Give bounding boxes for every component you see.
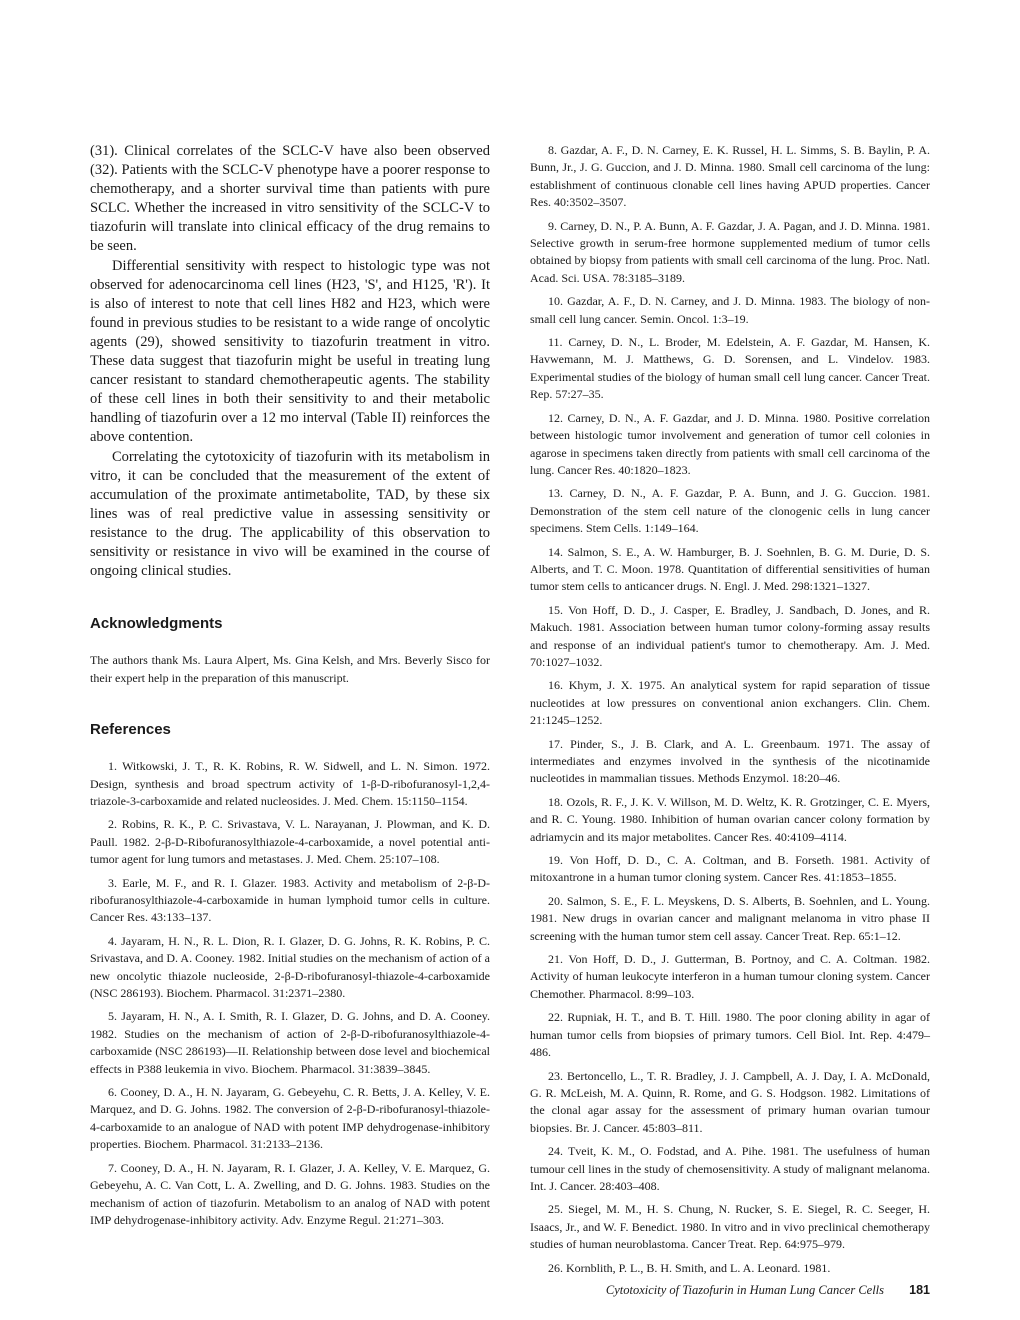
reference-item: 11. Carney, D. N., L. Broder, M. Edelstein, A. F. Gazdar, M. Hansen, K. Havwemann, M. J. Matthews, G. D. Sorensen, and L. Vindelov. 1983. Experimental studies of the biology of human small cell lung cancer. Cancer Treat. Rep. 57:27–35. bbox=[530, 335, 930, 402]
reference-item: 1. Witkowski, J. T., R. K. Robins, R. W. Sidwell, and L. N. Simon. 1972. Design, synthesis and broad spectrum activity of 1-β-D-ribofuranosyl-1,2,4-triazole-3-carboxamide and related nucleosides. J. Med. Chem. 15:1150–1154. bbox=[90, 759, 490, 808]
reference-item: 18. Ozols, R. F., J. K. V. Willson, M. D. Weltz, K. R. Grotzinger, C. E. Myers, and R. C. Young. 1980. Inhibition of human ovarian cancer colony formation by adriamycin and its major metabolites. Cancer Res. 40:4109–4114. bbox=[530, 794, 930, 844]
reference-item: 3. Earle, M. F., and R. I. Glazer. 1983. Activity and metabolism of 2-β-D-ribofuranosylthiazole-4-carboxamide in human lymphoid tumor cells in culture. Cancer Res. 43:133–137. bbox=[90, 875, 490, 925]
reference-item: 4. Jayaram, H. N., R. L. Dion, R. I. Glazer, D. G. Johns, R. K. Robins, P. C. Srivastava, and D. A. Cooney. 1982. Initial studies on the mechanism of action of a new oncolytic thiazole nucleoside, 2-β-D-ribofuranosyl-thiazole-4-carboxamide (NSC 286193). Biochem. Pharmacol. 31:2371–2380. bbox=[90, 933, 490, 1001]
acknowledgments-heading: Acknowledgments bbox=[90, 615, 223, 633]
reference-item: 24. Tveit, K. M., O. Fodstad, and A. Pihe. 1981. The usefulness of human tumour cell lines in the study of chemosensitivity. A study of malignant melanoma. Int. J. Cancer. 28:403–408. bbox=[530, 1144, 930, 1193]
reference-item: 6. Cooney, D. A., H. N. Jayaram, G. Gebeyehu, C. R. Betts, J. A. Kelley, V. E. Marquez, and D. G. Johns. 1982. The conversion of 2-β-D-ribofuranosyl-thiazole-4-carboxamide to an analogue of NAD with potent IMP dehydrogenase-inhibitory properties. Biochem. Pharmacol. 31:2133–2136. bbox=[90, 1085, 490, 1152]
reference-item: 7. Cooney, D. A., H. N. Jayaram, R. I. Glazer, J. A. Kelley, V. E. Marquez, G. Gebeyehu, A. C. Van Cott, L. A. Zwelling, and D. G. Johns. 1983. Studies on the mechanism of action of tiazofurin. Metabolism to an analog of NAD with potent IMP dehydrogenase-inhibitory activity. Adv. Enzyme Regul. 21:271–303. bbox=[90, 1160, 490, 1227]
reference-item: 13. Carney, D. N., A. F. Gazdar, P. A. Bunn, and J. G. Guccion. 1981. Demonstration of the stem cell nature of the clonogenic cells in lung cancer specimens. Stem Cells. 1:149–164. bbox=[530, 486, 930, 536]
page-footer bbox=[530, 1283, 930, 1298]
right-column bbox=[530, 142, 930, 1283]
reference-item: 22. Rupniak, H. T., and B. T. Hill. 1980. The poor cloning ability in agar of human tumor cells from biopsies of primary tumors. Cell Biol. Int. Rep. 4:479–486. bbox=[530, 1010, 930, 1060]
reference-item: 9. Carney, D. N., P. A. Bunn, A. F. Gazdar, J. A. Pagan, and J. D. Minna. 1981. Selective growth in serum-free hormone supplemented medium of tumor cells obtained by biopsy from patients with small cell carcinoma of the lung. Proc. Natl. Acad. Sci. USA. 78:3185–3189. bbox=[530, 218, 930, 285]
body-paragraph: Correlating the cytotoxicity of tiazofurin with its metabolism in vitro, it can be concluded that the measurement of the extent of accumulation of the proximate antimetabolite, TAD, by these six lines was of real predictive value in assessing sensitivity or resistance to the drug. The applicability of this observation to sensitivity or resistance in vivo will be examined in the course of ongoing clinical studies. bbox=[90, 448, 490, 580]
reference-item: 12. Carney, D. N., A. F. Gazdar, and J. D. Minna. 1980. Positive correlation between histologic tumor involvement and generation of tumor cell colonies in agarose in specimens taken directly from patients with small cell carcinoma of the lung. Cancer Res. 40:1820–1823. bbox=[530, 410, 930, 477]
reference-item: 14. Salmon, S. E., A. W. Hamburger, B. J. Soehnlen, B. G. M. Durie, D. S. Alberts, and T. C. Moon. 1978. Quantitation of differential sensitivities of human tumor stem cells to anticancer drugs. N. Engl. J. Med. 298:1321–1327. bbox=[530, 544, 930, 594]
running-title: Cytotoxicity of Tiazofurin in Human Lung Cancer Cells bbox=[605, 1283, 885, 1297]
reference-item: 19. Von Hoff, D. D., C. A. Coltman, and B. Forseth. 1981. Activity of mitoxantrone in a human tumor cloning system. Cancer Res. 41:1853–1855. bbox=[530, 853, 930, 885]
acknowledgments-text: The authors thank Ms. Laura Alpert, Ms. Gina Kelsh, and Mrs. Beverly Sisco for their expert help in the preparation of this manuscript. bbox=[90, 653, 490, 685]
reference-item: 25. Siegel, M. M., H. S. Chung, N. Rucker, S. E. Siegel, R. C. Seeger, H. Isaacs, Jr., and W. F. Benedict. 1980. In vitro and in vivo preclinical chemotherapy studies of human neuroblastoma. Cancer Treat. Rep. 64:975–979. bbox=[530, 1202, 930, 1252]
body-paragraph: Differential sensitivity with respect to histologic type was not observed for adenocarcinoma cell lines (H23, 'S', and H125, 'R'). It is also of interest to note that cell lines H82 and H23, which were found in previous studies to be resistant to a wide range of oncolytic agents (29), showed sensitivity to tiazofurin treatment in vitro. These data suggest that tiazofurin might be useful in treating lung cancer resistant to standard chemotherapeutic agents. The stability of these cell lines in both their sensitivity to and their metabolic handling of tiazofurin over a 12 mo interval (Table II) reinforces the above contention. bbox=[90, 257, 490, 446]
reference-item: 16. Khym, J. X. 1975. An analytical system for rapid separation of tissue nucleotides at low pressures on conventional anion exchangers. Clin. Chem. 21:1245–1252. bbox=[530, 678, 930, 728]
reference-item: 23. Bertoncello, L., T. R. Bradley, J. J. Campbell, A. J. Day, I. A. McDonald, G. R. McLeish, M. A. Quinn, R. Rome, and G. S. Hodgson. 1982. Limitations of the clonal agar assay for the assessment of primary human ovarian tumour biopsies. Br. J. Cancer. 45:803–811. bbox=[530, 1068, 930, 1135]
left-column bbox=[90, 142, 490, 1235]
reference-item: 21. Von Hoff, D. D., J. Gutterman, B. Portnoy, and C. A. Coltman. 1982. Activity of human leukocyte interferon in a human tumour cloning system. Cancer Chemother. Pharmacol. 8:99–103. bbox=[530, 952, 930, 1001]
reference-item: 8. Gazdar, A. F., D. N. Carney, E. K. Russel, H. L. Simms, S. B. Baylin, P. A. Bunn, Jr., J. G. Guccion, and J. D. Minna. 1980. Small cell carcinoma of the lung: establishment of continuous clonable cell lines having APUD properties. Cancer Res. 40:3502–3507. bbox=[530, 143, 930, 210]
reference-item: 20. Salmon, S. E., F. L. Meyskens, D. S. Alberts, B. Soehnlen, and L. Young. 1981. New drugs in ovarian cancer and malignant melanoma in vitro phase II screening with the human tumor stem cell assay. Cancer Treat. Rep. 65:1–12. bbox=[530, 893, 930, 943]
reference-item: 17. Pinder, S., J. B. Clark, and A. L. Greenbaum. 1971. The assay of intermediates and enzymes involved in the synthesis of the nicotinamide nucleotides in mammalian tissues. Methods Enzymol. 18:20–46. bbox=[530, 736, 930, 786]
reference-item: 15. Von Hoff, D. D., J. Casper, E. Bradley, J. Sandbach, D. Jones, and R. Makuch. 1981. Association between human tumor colony-forming assay results and response of an individual patient's tumor to chemotherapy. Am. J. Med. 70:1027–1032. bbox=[530, 602, 930, 669]
reference-item: 10. Gazdar, A. F., D. N. Carney, and J. D. Minna. 1983. The biology of non-small cell lung cancer. Semin. Oncol. 1:3–19. bbox=[530, 294, 930, 326]
reference-item: 26. Kornblith, P. L., B. H. Smith, and L. A. Leonard. 1981. bbox=[548, 1260, 831, 1275]
body-paragraph: (31). Clinical correlates of the SCLC-V have also been observed (32). Patients with the SCLC-V phenotype have a poorer response to chemotherapy, and a shorter survival time than patients with pure SCLC. Whether the increased in vitro sensitivity of the SCLC-V to tiazofurin will translate into clinical efficacy of the drug remains to be seen. bbox=[90, 143, 490, 255]
page-number: 181 bbox=[909, 1283, 930, 1297]
references-heading: References bbox=[90, 721, 171, 739]
reference-item: 5. Jayaram, H. N., A. I. Smith, R. I. Glazer, D. G. Johns, and D. A. Cooney. 1982. Studies on the mechanism of action of 2-β-D-ribofuranosylthiazole-4-carboxamide (NSC 286193)—II. Relationship between dose level and biochemical effects in P388 leukemia in vivo. Biochem. Pharmacol. 31:3839–3845. bbox=[90, 1009, 490, 1076]
reference-item: 2. Robins, R. K., P. C. Srivastava, V. L. Narayanan, J. Plowman, and K. D. Paull. 1982. 2-β-D-Ribofuranosylthiazole-4-carboxamide, a novel potential anti-tumor agent for lung tumors and metastases. J. Med. Chem. 25:107–108. bbox=[90, 817, 490, 867]
references-list-left bbox=[90, 758, 490, 1229]
